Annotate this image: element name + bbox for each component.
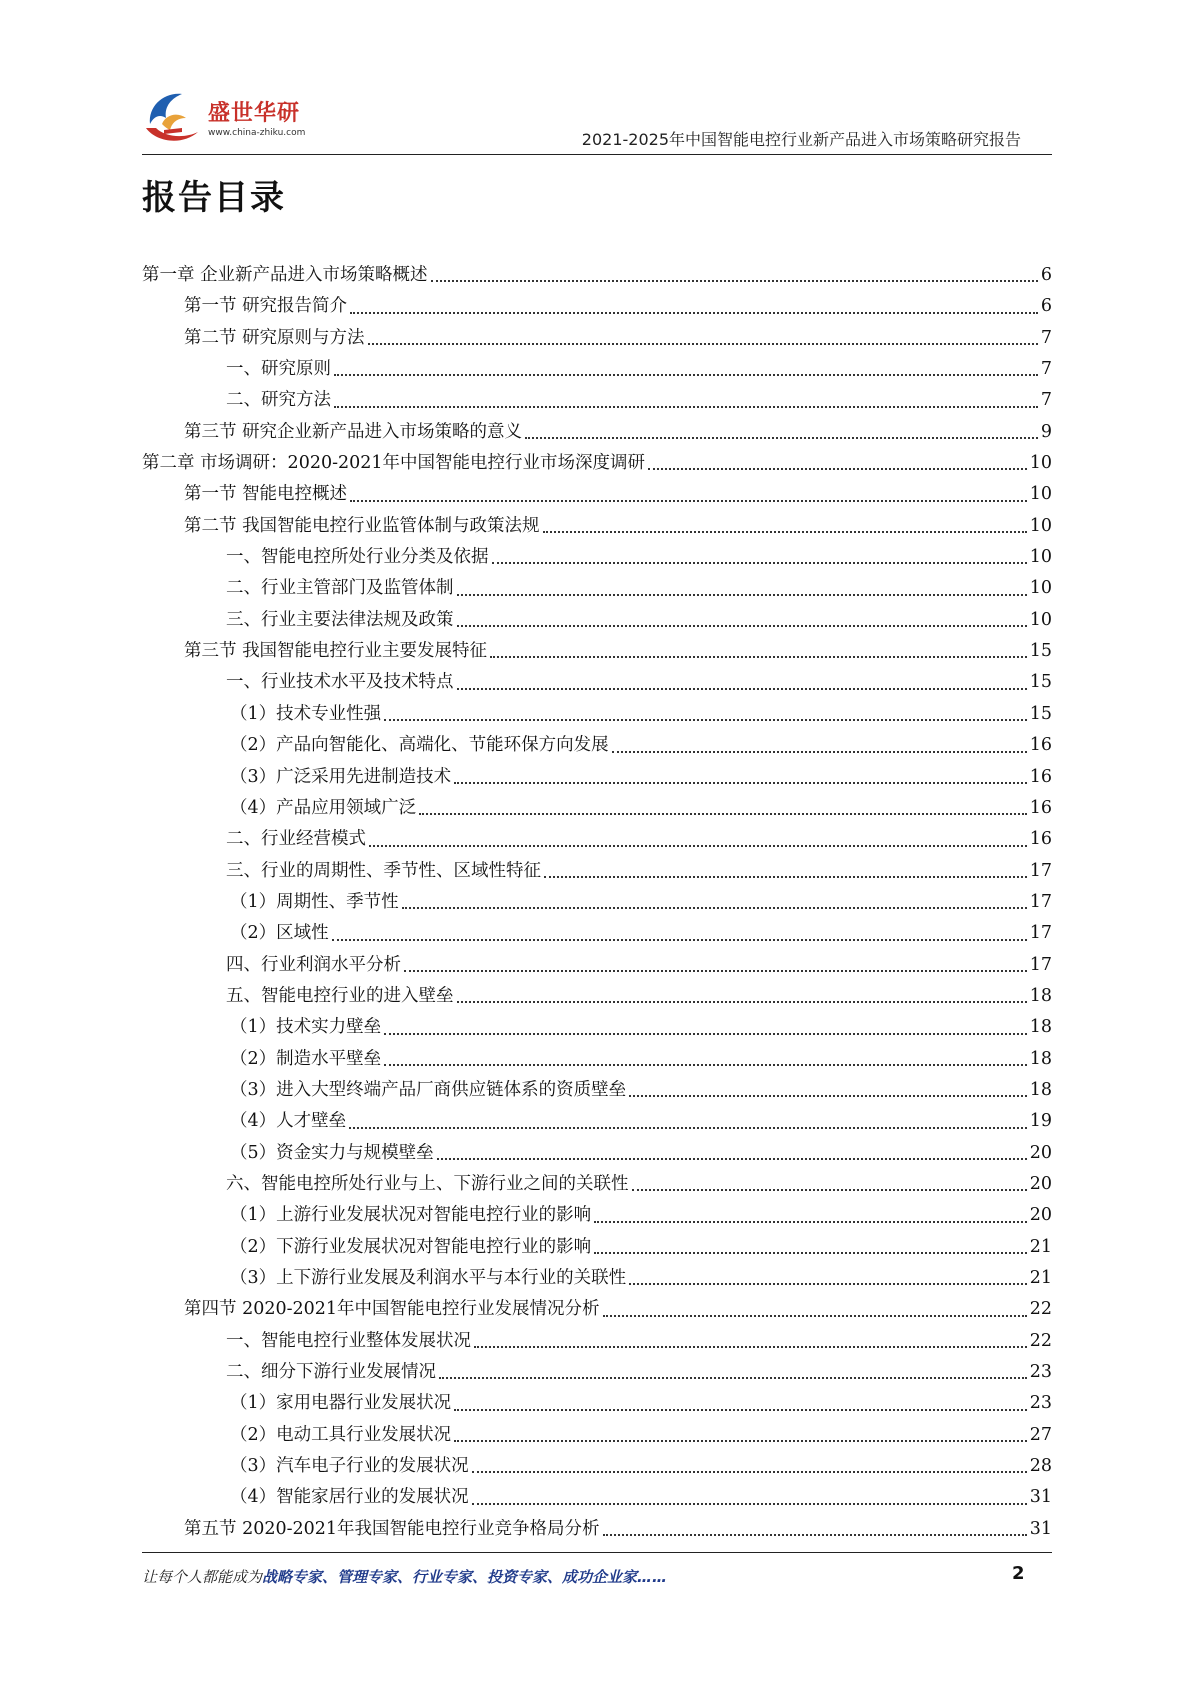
toc-entry-page: 23 <box>1029 1393 1052 1414</box>
toc-entry[interactable] <box>142 762 1052 793</box>
toc-entry-title: 第一章 企业新产品进入市场策略概述 <box>142 265 428 285</box>
toc-dot-leader <box>603 1534 1027 1536</box>
toc-entry-title: （2）下游行业发展状况对智能电控行业的影响 <box>230 1236 592 1257</box>
toc-entry-page: 10 <box>1029 578 1052 599</box>
toc-entry-title: 三、行业的周期性、季节性、区域性特征 <box>226 860 541 881</box>
toc-entry[interactable] <box>142 1326 1052 1357</box>
toc-dot-leader <box>454 1409 1027 1411</box>
toc-dot-leader <box>612 751 1027 753</box>
toc-dot-leader <box>349 1127 1027 1129</box>
toc-entry-page: 16 <box>1029 829 1052 850</box>
table-of-contents <box>142 260 1052 1545</box>
toc-entry-title: 二、行业主管部门及监管体制 <box>226 578 454 599</box>
toc-entry[interactable] <box>142 291 1052 322</box>
toc-dot-leader <box>384 719 1027 721</box>
toc-entry[interactable] <box>142 856 1052 887</box>
toc-entry[interactable] <box>142 511 1052 542</box>
toc-entry-page: 17 <box>1029 923 1052 944</box>
toc-entry-page: 15 <box>1029 672 1052 693</box>
toc-entry-title: （4）人才壁垒 <box>230 1111 347 1132</box>
toc-entry-page: 22 <box>1029 1330 1052 1351</box>
toc-entry-title: 第一节 智能电控概述 <box>184 484 348 505</box>
toc-entry-title: 二、研究方法 <box>226 390 331 411</box>
toc-entry[interactable] <box>142 667 1052 698</box>
page-header <box>0 0 1191 160</box>
toc-entry[interactable] <box>142 448 1052 479</box>
toc-entry-page: 19 <box>1029 1111 1052 1132</box>
toc-entry-page: 31 <box>1029 1518 1052 1539</box>
toc-dot-leader <box>368 343 1038 345</box>
toc-entry-title: 六、智能电控所处行业与上、下游行业之间的关联性 <box>226 1173 629 1194</box>
toc-entry-title: 第二节 研究原则与方法 <box>184 327 365 348</box>
tagline-prefix: 让每个人都能成为 <box>142 1568 263 1586</box>
toc-dot-leader <box>454 1440 1027 1442</box>
toc-entry-page: 15 <box>1029 641 1052 662</box>
toc-entry-page: 7 <box>1040 359 1052 380</box>
toc-entry-page: 18 <box>1029 985 1052 1006</box>
toc-dot-leader <box>629 1095 1027 1097</box>
toc-dot-leader <box>472 1471 1027 1473</box>
toc-dot-leader <box>402 907 1027 909</box>
toc-entry[interactable] <box>142 1357 1052 1388</box>
tagline-highlight: 战略专家、管理专家、行业专家、投资专家、成功企业家…… <box>262 1568 668 1586</box>
toc-entry-page: 21 <box>1029 1268 1052 1288</box>
footer-divider <box>142 1552 1052 1553</box>
logo-name: 盛世华研 <box>208 101 301 126</box>
toc-entry[interactable] <box>142 1106 1052 1137</box>
toc-entry-title: 第三节 我国智能电控行业主要发展特征 <box>184 641 488 662</box>
page-title: 报告目录 <box>142 178 286 218</box>
toc-dot-leader <box>369 845 1027 847</box>
toc-entry-page: 15 <box>1029 703 1052 724</box>
toc-entry[interactable] <box>142 950 1052 981</box>
toc-entry[interactable] <box>142 1263 1052 1294</box>
report-title: 2021-2025年中国智能电控行业新产品进入市场策略研究报告 <box>581 130 1021 149</box>
toc-entry-title: （3）进入大型终端产品厂商供应链体系的资质壁垒 <box>230 1079 627 1100</box>
toc-entry[interactable] <box>142 605 1052 636</box>
toc-entry-title: （1）周期性、季节性 <box>230 891 399 912</box>
toc-entry-title: （2）电动工具行业发展状况 <box>230 1424 452 1445</box>
toc-entry-title: （2）区域性 <box>230 923 329 944</box>
toc-dot-leader <box>437 1158 1027 1160</box>
toc-entry-page: 10 <box>1029 515 1052 536</box>
toc-dot-leader <box>457 688 1027 690</box>
toc-entry-title: 一、行业技术水平及技术特点 <box>226 672 454 693</box>
toc-entry-page: 17 <box>1029 891 1052 912</box>
toc-entry[interactable] <box>142 385 1052 416</box>
toc-entry-page: 22 <box>1029 1299 1052 1320</box>
toc-entry[interactable] <box>142 1012 1052 1043</box>
toc-entry-page: 20 <box>1029 1205 1052 1226</box>
toc-entry-title: （1）上游行业发展状况对智能电控行业的影响 <box>230 1205 592 1226</box>
toc-dot-leader <box>457 625 1027 627</box>
toc-entry[interactable] <box>142 1075 1052 1106</box>
toc-entry-page: 17 <box>1029 860 1052 881</box>
toc-entry-title: （2）产品向智能化、高端化、节能环保方向发展 <box>230 735 609 756</box>
toc-dot-leader <box>419 813 1027 815</box>
toc-entry[interactable] <box>142 1044 1052 1075</box>
toc-entry[interactable] <box>142 1169 1052 1200</box>
toc-entry-title: 第三节 研究企业新产品进入市场策略的意义 <box>184 421 523 442</box>
toc-entry-page: 10 <box>1029 484 1052 505</box>
toc-entry-page: 18 <box>1029 1017 1052 1038</box>
toc-entry[interactable] <box>142 1482 1052 1513</box>
toc-entry-title: （1）技术实力壁垒 <box>230 1017 382 1038</box>
toc-entry-title: 一、研究原则 <box>226 359 331 380</box>
toc-dot-leader <box>648 468 1027 470</box>
toc-entry-title: 第二节 我国智能电控行业监管体制与政策法规 <box>184 515 540 536</box>
toc-entry[interactable] <box>142 730 1052 761</box>
toc-entry-title: 第二章 市场调研：2020-2021年中国智能电控行业市场深度调研 <box>142 453 646 474</box>
toc-entry-title: （3）上下游行业发展及利润水平与本行业的关联性 <box>230 1268 627 1288</box>
toc-entry-page: 16 <box>1029 735 1052 756</box>
toc-entry-page: 20 <box>1029 1142 1052 1163</box>
toc-entry[interactable] <box>142 479 1052 510</box>
toc-dot-leader <box>334 406 1038 408</box>
toc-entry[interactable] <box>142 1232 1052 1263</box>
toc-entry[interactable] <box>142 636 1052 667</box>
toc-entry-title: 一、智能电控行业整体发展状况 <box>226 1330 471 1351</box>
toc-entry[interactable] <box>142 1388 1052 1419</box>
toc-entry-title: 五、智能电控行业的进入壁垒 <box>226 985 454 1006</box>
toc-entry-title: （3）广泛采用先进制造技术 <box>230 766 452 787</box>
toc-entry[interactable] <box>142 1294 1052 1325</box>
toc-entry[interactable] <box>142 417 1052 448</box>
toc-entry-title: 二、细分下游行业发展情况 <box>226 1362 436 1383</box>
toc-entry-page: 9 <box>1040 421 1052 442</box>
toc-dot-leader <box>350 500 1027 502</box>
toc-entry-page: 7 <box>1040 390 1052 411</box>
toc-dot-leader <box>384 1033 1027 1035</box>
toc-entry[interactable] <box>142 793 1052 824</box>
page-number: 2 <box>1012 1563 1025 1584</box>
toc-entry-title: （2）制造水平壁垒 <box>230 1048 382 1069</box>
toc-dot-leader <box>492 562 1027 564</box>
toc-entry-title: 二、行业经营模式 <box>226 829 366 850</box>
toc-entry[interactable] <box>142 542 1052 573</box>
toc-entry-page: 10 <box>1029 609 1052 630</box>
toc-entry-page: 10 <box>1029 453 1052 474</box>
toc-entry-title: （4）智能家居行业的发展状况 <box>230 1487 469 1508</box>
toc-dot-leader <box>472 1503 1027 1505</box>
toc-entry[interactable] <box>142 1420 1052 1451</box>
toc-entry-title: 第一节 研究报告简介 <box>184 296 348 317</box>
company-logo <box>142 84 312 148</box>
toc-entry[interactable] <box>142 573 1052 604</box>
toc-dot-leader <box>474 1346 1027 1348</box>
toc-dot-leader <box>404 970 1027 972</box>
toc-dot-leader <box>490 656 1027 658</box>
toc-entry-page: 23 <box>1029 1362 1052 1383</box>
toc-entry-page: 18 <box>1029 1079 1052 1100</box>
toc-entry-title: （3）汽车电子行业的发展状况 <box>230 1456 469 1477</box>
toc-entry[interactable] <box>142 1200 1052 1231</box>
toc-dot-leader <box>594 1252 1027 1254</box>
toc-entry[interactable] <box>142 1451 1052 1482</box>
toc-entry-title: （1）家用电器行业发展状况 <box>230 1393 452 1414</box>
toc-entry[interactable] <box>142 260 1052 291</box>
toc-dot-leader <box>543 531 1027 533</box>
toc-entry-title: （5）资金实力与规模壁垒 <box>230 1142 434 1163</box>
toc-entry-page: 28 <box>1029 1456 1052 1477</box>
toc-dot-leader <box>454 782 1027 784</box>
toc-entry-page: 6 <box>1040 296 1052 317</box>
toc-dot-leader <box>332 939 1027 941</box>
logo-url: www.china-zhiku.com <box>208 128 306 138</box>
toc-entry-page: 16 <box>1029 766 1052 787</box>
toc-entry-page: 18 <box>1029 1048 1052 1069</box>
header-divider <box>142 154 1052 155</box>
toc-entry-title: 一、智能电控所处行业分类及依据 <box>226 547 489 568</box>
toc-entry-page: 20 <box>1029 1173 1052 1194</box>
toc-entry-page: 16 <box>1029 797 1052 818</box>
toc-entry-title: 四、行业利润水平分析 <box>226 954 401 975</box>
toc-entry[interactable] <box>142 1514 1052 1545</box>
toc-entry-page: 27 <box>1029 1424 1052 1445</box>
toc-dot-leader <box>629 1283 1027 1285</box>
toc-entry[interactable] <box>142 1138 1052 1169</box>
toc-entry[interactable] <box>142 918 1052 949</box>
toc-entry[interactable] <box>142 354 1052 385</box>
footer-tagline <box>142 1566 667 1587</box>
toc-dot-leader <box>457 1001 1027 1003</box>
logo-swirl-icon <box>142 84 204 146</box>
toc-entry-title: 第五节 2020-2021年我国智能电控行业竞争格局分析 <box>184 1518 600 1539</box>
toc-entry[interactable] <box>142 699 1052 730</box>
toc-dot-leader <box>594 1221 1027 1223</box>
toc-entry-page: 31 <box>1029 1487 1052 1508</box>
toc-entry-title: 三、行业主要法律法规及政策 <box>226 609 454 630</box>
toc-entry-page: 6 <box>1040 265 1052 285</box>
toc-dot-leader <box>431 280 1038 282</box>
toc-dot-leader <box>334 374 1038 376</box>
toc-entry[interactable] <box>142 887 1052 918</box>
toc-entry-page: 21 <box>1029 1236 1052 1257</box>
toc-entry-page: 10 <box>1029 547 1052 568</box>
toc-entry[interactable] <box>142 981 1052 1012</box>
toc-dot-leader <box>457 594 1027 596</box>
toc-entry-title: 第四节 2020-2021年中国智能电控行业发展情况分析 <box>184 1299 600 1320</box>
toc-dot-leader <box>544 876 1027 878</box>
toc-entry[interactable] <box>142 824 1052 855</box>
toc-dot-leader <box>525 437 1038 439</box>
toc-entry[interactable] <box>142 323 1052 354</box>
toc-dot-leader <box>603 1315 1027 1317</box>
toc-dot-leader <box>439 1377 1027 1379</box>
toc-dot-leader <box>350 312 1038 314</box>
toc-entry-page: 7 <box>1040 327 1052 348</box>
toc-entry-title: （4）产品应用领域广泛 <box>230 797 417 818</box>
toc-dot-leader <box>632 1189 1027 1191</box>
toc-entry-page: 17 <box>1029 954 1052 975</box>
toc-entry-title: （1）技术专业性强 <box>230 703 382 724</box>
toc-dot-leader <box>384 1064 1027 1066</box>
